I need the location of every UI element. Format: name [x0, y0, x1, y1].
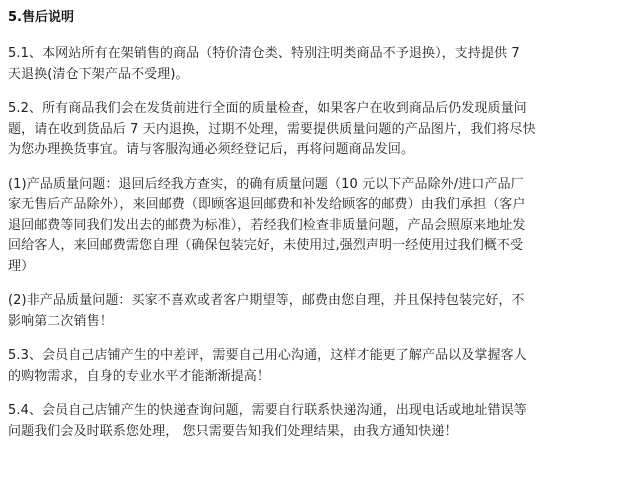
section-heading: 5.售后说明 [8, 10, 74, 25]
paragraph-line: 回给客人，来回邮费需您自理（确保包装完好，未使用过,强烈声明一经使用过我们概不受 [8, 238, 524, 253]
paragraph-line: 5.4、会员自己店铺产生的快递查询问题，需要自行联系快递沟通，出现电话或地址错误等 [8, 403, 527, 418]
paragraph-line: 的购物需求，自身的专业水平才能渐渐提高！ [8, 368, 271, 384]
paragraph-5-2 [8, 99, 616, 161]
paragraph-5-3 [8, 346, 616, 387]
paragraph-line: 为您办理换货事宜。请与客服沟通必须经登记后，再将问题商品发回。 [8, 142, 415, 157]
paragraph-line: 影响第二次销售！ [8, 313, 113, 329]
paragraph-quality-issue [8, 175, 616, 278]
paragraph-line: (2)非产品质量问题：买家不喜欢或者客户期望等，邮费由您自理，并且保持包装完好，不 [8, 293, 525, 308]
paragraph-line: 退回邮费等同我们发出去的邮费为标准），若经我们检查非质量问题，产品会照原来地址发 [8, 217, 526, 233]
paragraph-line: 5.2、所有商品我们会在发货前进行全面的质量检查，如果客户在收到商品后仍发现质量问 [8, 101, 527, 116]
paragraph-5-4 [8, 401, 616, 442]
document [8, 0, 616, 442]
paragraph-line: (1)产品质量问题：退回后经我方查实，的确有质量问题（10 元以下产品除外/进口产品厂 [8, 176, 524, 192]
paragraph-line: 天退换(清仓下架产品不受理)。 [8, 66, 189, 82]
paragraph-line: 家无售后产品除外），来回邮费（即顾客退回邮费和补发给顾客的邮费）由我们承担（客户 [8, 197, 526, 212]
paragraph-non-quality-issue [8, 291, 616, 332]
paragraph-line: 5.1、本网站所有在架销售的商品（特价清仓类、特别注明类商品不予退换），支持提供 7 [8, 46, 520, 61]
paragraph-5-1 [8, 44, 616, 85]
paragraph-line: 题，请在收到货品后 7 天内退换，过期不处理，需要提供质量问题的产品图片，我们将尽快 [8, 121, 536, 137]
paragraph-line: 5.3、会员自己店铺产生的中差评，需要自己用心沟通，这样才能更了解产品以及掌握客人 [8, 348, 527, 363]
paragraph-line: 问题我们会及时联系您处理， 您只需要告知我们处理结果，由我方通知快递！ [8, 423, 458, 439]
paragraph-line: 理） [8, 258, 35, 274]
